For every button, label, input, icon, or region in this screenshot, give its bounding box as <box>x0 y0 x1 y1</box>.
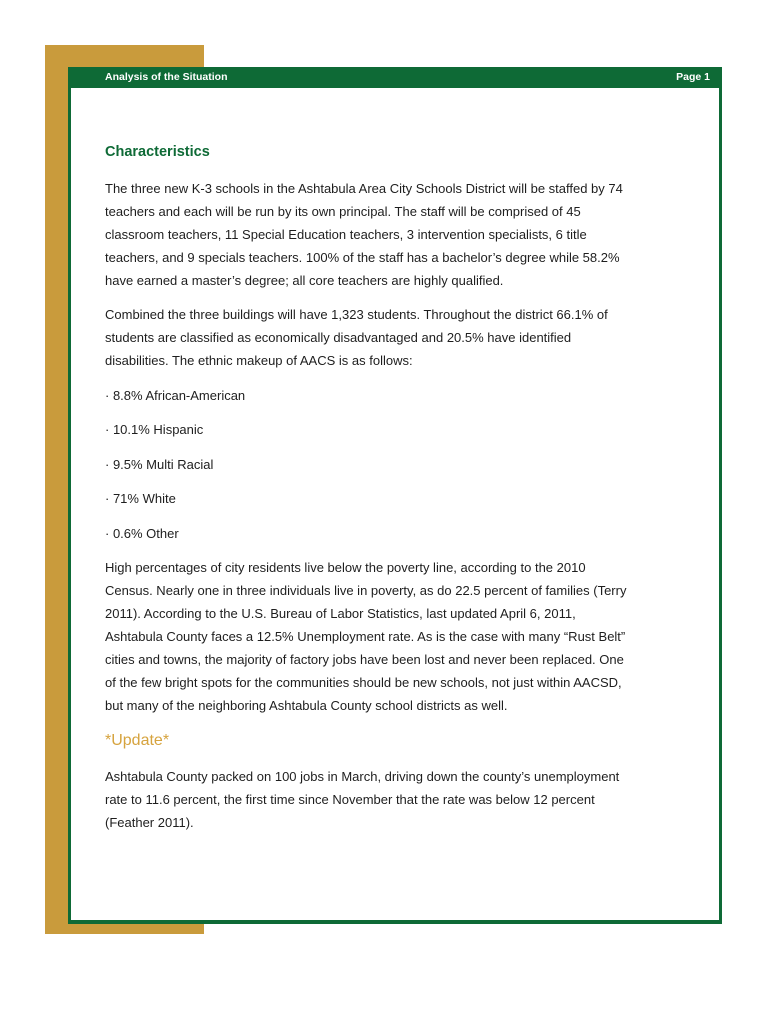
list-item: · 10.1% Hispanic <box>105 422 204 437</box>
text-line: 2011). According to the U.S. Bureau of Labor Statistics, last updated April 6, 2011, <box>105 606 576 621</box>
text-line: High percentages of city residents live below the poverty line, according to the 2010 <box>105 560 586 575</box>
text-line: Census. Nearly one in three individuals live in poverty, as do 22.5 percent of families (Terry <box>105 583 627 598</box>
text-line: but many of the neighboring Ashtabula County school districts as well. <box>105 698 508 713</box>
ethnic-makeup-list <box>105 384 705 545</box>
text-line: disabilities. The ethnic makeup of AACS is as follows: <box>105 353 413 368</box>
list-item: · 71% White <box>105 491 176 506</box>
page-number: Page 1 <box>676 71 710 83</box>
document-content <box>105 141 705 846</box>
text-line: rate to 11.6 percent, the first time since November that the rate was below 12 percent <box>105 791 595 807</box>
text-line: teachers and each will be run by its own principal. The staff will be comprised of 45 <box>105 203 581 219</box>
poverty-paragraph <box>105 556 705 717</box>
text-line: of the few bright spots for the communities should be new schools, not just within AACSD, <box>105 675 622 690</box>
text-line: teachers, and 9 specials teachers. 100% of the staff has a bachelor’s degree while 58.2% <box>105 249 620 265</box>
text-line: The three new K-3 schools in the Ashtabula Area City Schools District will be staffed by 74 <box>105 180 623 196</box>
update-heading: *Update* <box>105 731 170 749</box>
demographics-paragraph <box>105 303 705 372</box>
text-line: Combined the three buildings will have 1,323 students. Throughout the district 66.1% of <box>105 307 608 322</box>
list-item: · 8.8% African-American <box>105 387 246 403</box>
section-title: Analysis of the Situation <box>105 71 228 83</box>
text-line: classroom teachers, 11 Special Education teachers, 3 intervention specialists, 6 title <box>105 226 587 242</box>
text-line: Ashtabula County packed on 100 jobs in March, driving down the county’s unemployment <box>105 768 620 784</box>
text-line: cities and towns, the majority of factory jobs have been lost and never been replaced. One <box>105 652 624 667</box>
text-line: (Feather 2011). <box>105 814 194 830</box>
list-item: · 9.5% Multi Racial <box>105 456 214 472</box>
update-paragraph <box>105 765 705 834</box>
text-line: Ashtabula County faces a 12.5% Unemployment rate. As is the case with many “Rust Belt” <box>105 629 626 644</box>
staffing-paragraph <box>105 177 705 292</box>
list-item: · 0.6% Other <box>105 525 179 541</box>
text-line: students are classified as economically disadvantaged and 20.5% have identified <box>105 330 572 345</box>
text-line: have earned a master’s degree; all core teachers are highly qualified. <box>105 272 504 288</box>
characteristics-heading: Characteristics <box>105 143 210 160</box>
